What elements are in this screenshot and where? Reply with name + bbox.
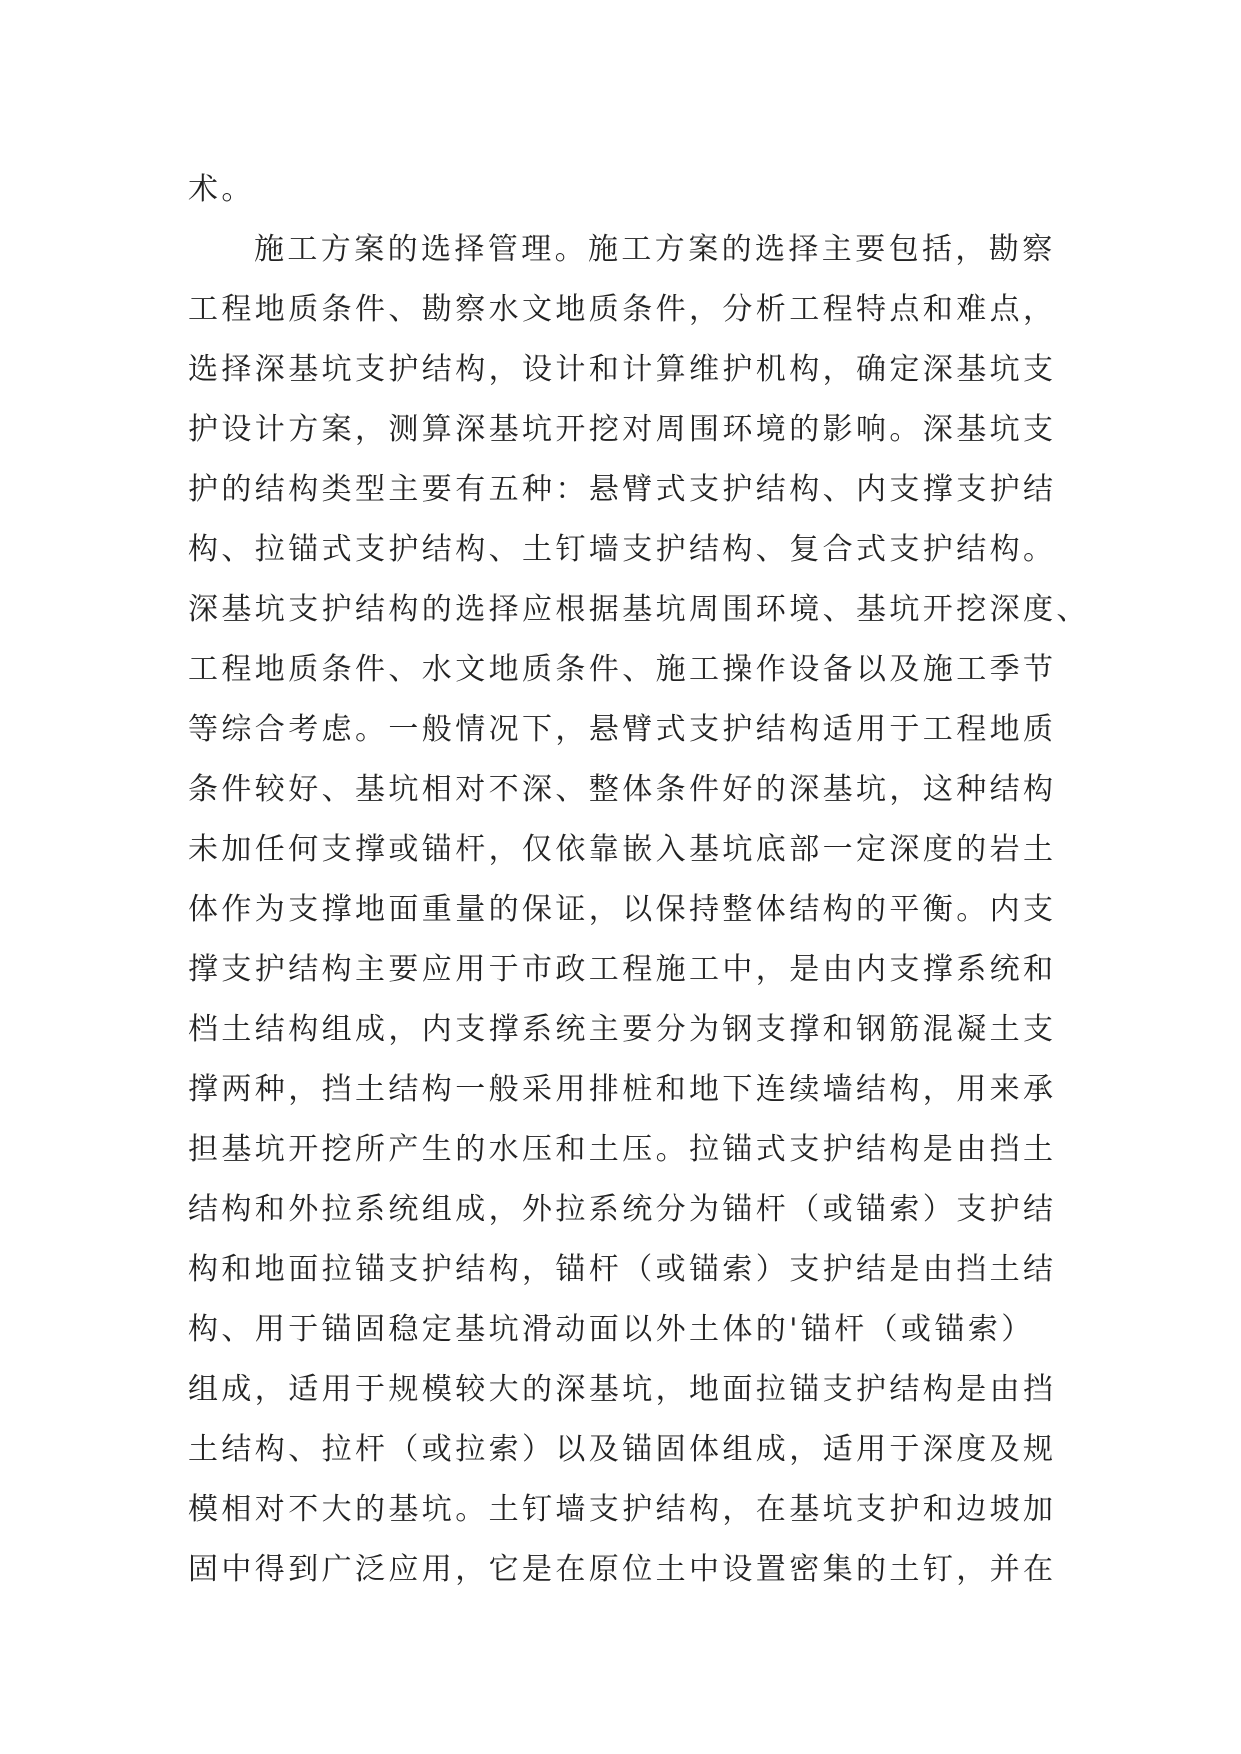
text-line: 体作为支撑地面重量的保证，以保持整体结构的平衡。内支 xyxy=(188,892,1057,927)
text-line: 模相对不大的基坑。土钉墙支护结构，在基坑支护和边坡加 xyxy=(188,1492,1057,1527)
text-line: 未加任何支撑或锚杆，仅依靠嵌入基坑底部一定深度的岩土 xyxy=(188,832,1057,867)
text-line: 组成，适用于规模较大的深基坑，地面拉锚支护结构是由挡 xyxy=(188,1372,1057,1407)
text-line: 构、拉锚式支护结构、土钉墙支护结构、复合式支护结构。 xyxy=(188,532,1057,567)
text-line: 护的结构类型主要有五种：悬臂式支护结构、内支撑支护结 xyxy=(188,472,1057,507)
text-line: 条件较好、基坑相对不深、整体条件好的深基坑，这种结构 xyxy=(188,772,1057,807)
text-line: 土结构、拉杆（或拉索）以及锚固体组成，适用于深度及规 xyxy=(188,1432,1057,1467)
text-line: 深基坑支护结构的选择应根据基坑周围环境、基坑开挖深度、 xyxy=(188,592,1090,627)
text-line: 撑两种，挡土结构一般采用排桩和地下连续墙结构，用来承 xyxy=(188,1072,1057,1107)
body-text xyxy=(188,160,1090,1600)
text-line: 护设计方案，测算深基坑开挖对周围环境的影响。深基坑支 xyxy=(188,412,1057,447)
text-line: 术。 xyxy=(188,172,255,207)
text-line: 结构和外拉系统组成，外拉系统分为锚杆（或锚索）支护结 xyxy=(188,1192,1057,1227)
text-line: 选择深基坑支护结构，设计和计算维护机构，确定深基坑支 xyxy=(188,352,1057,387)
text-line: 等综合考虑。一般情况下，悬臂式支护结构适用于工程地质 xyxy=(188,712,1057,747)
text-line: 担基坑开挖所产生的水压和土压。拉锚式支护结构是由挡土 xyxy=(188,1132,1057,1167)
text-line: 固中得到广泛应用，它是在原位土中设置密集的土钉，并在 xyxy=(188,1552,1057,1587)
text-line: 撑支护结构主要应用于市政工程施工中，是由内支撑系统和 xyxy=(188,952,1057,987)
paragraph-first-line: 施工方案的选择管理。施工方案的选择主要包括，勘察 xyxy=(254,232,1056,267)
text-line: 构、用于锚固稳定基坑滑动面以外土体的'锚杆（或锚索） xyxy=(188,1312,1035,1347)
text-line: 工程地质条件、勘察水文地质条件，分析工程特点和难点， xyxy=(188,292,1057,327)
text-line: 工程地质条件、水文地质条件、施工操作设备以及施工季节 xyxy=(188,652,1057,687)
text-line: 构和地面拉锚支护结构，锚杆（或锚索）支护结是由挡土结 xyxy=(188,1252,1057,1287)
text-line: 档土结构组成，内支撑系统主要分为钢支撑和钢筋混凝土支 xyxy=(188,1012,1057,1047)
